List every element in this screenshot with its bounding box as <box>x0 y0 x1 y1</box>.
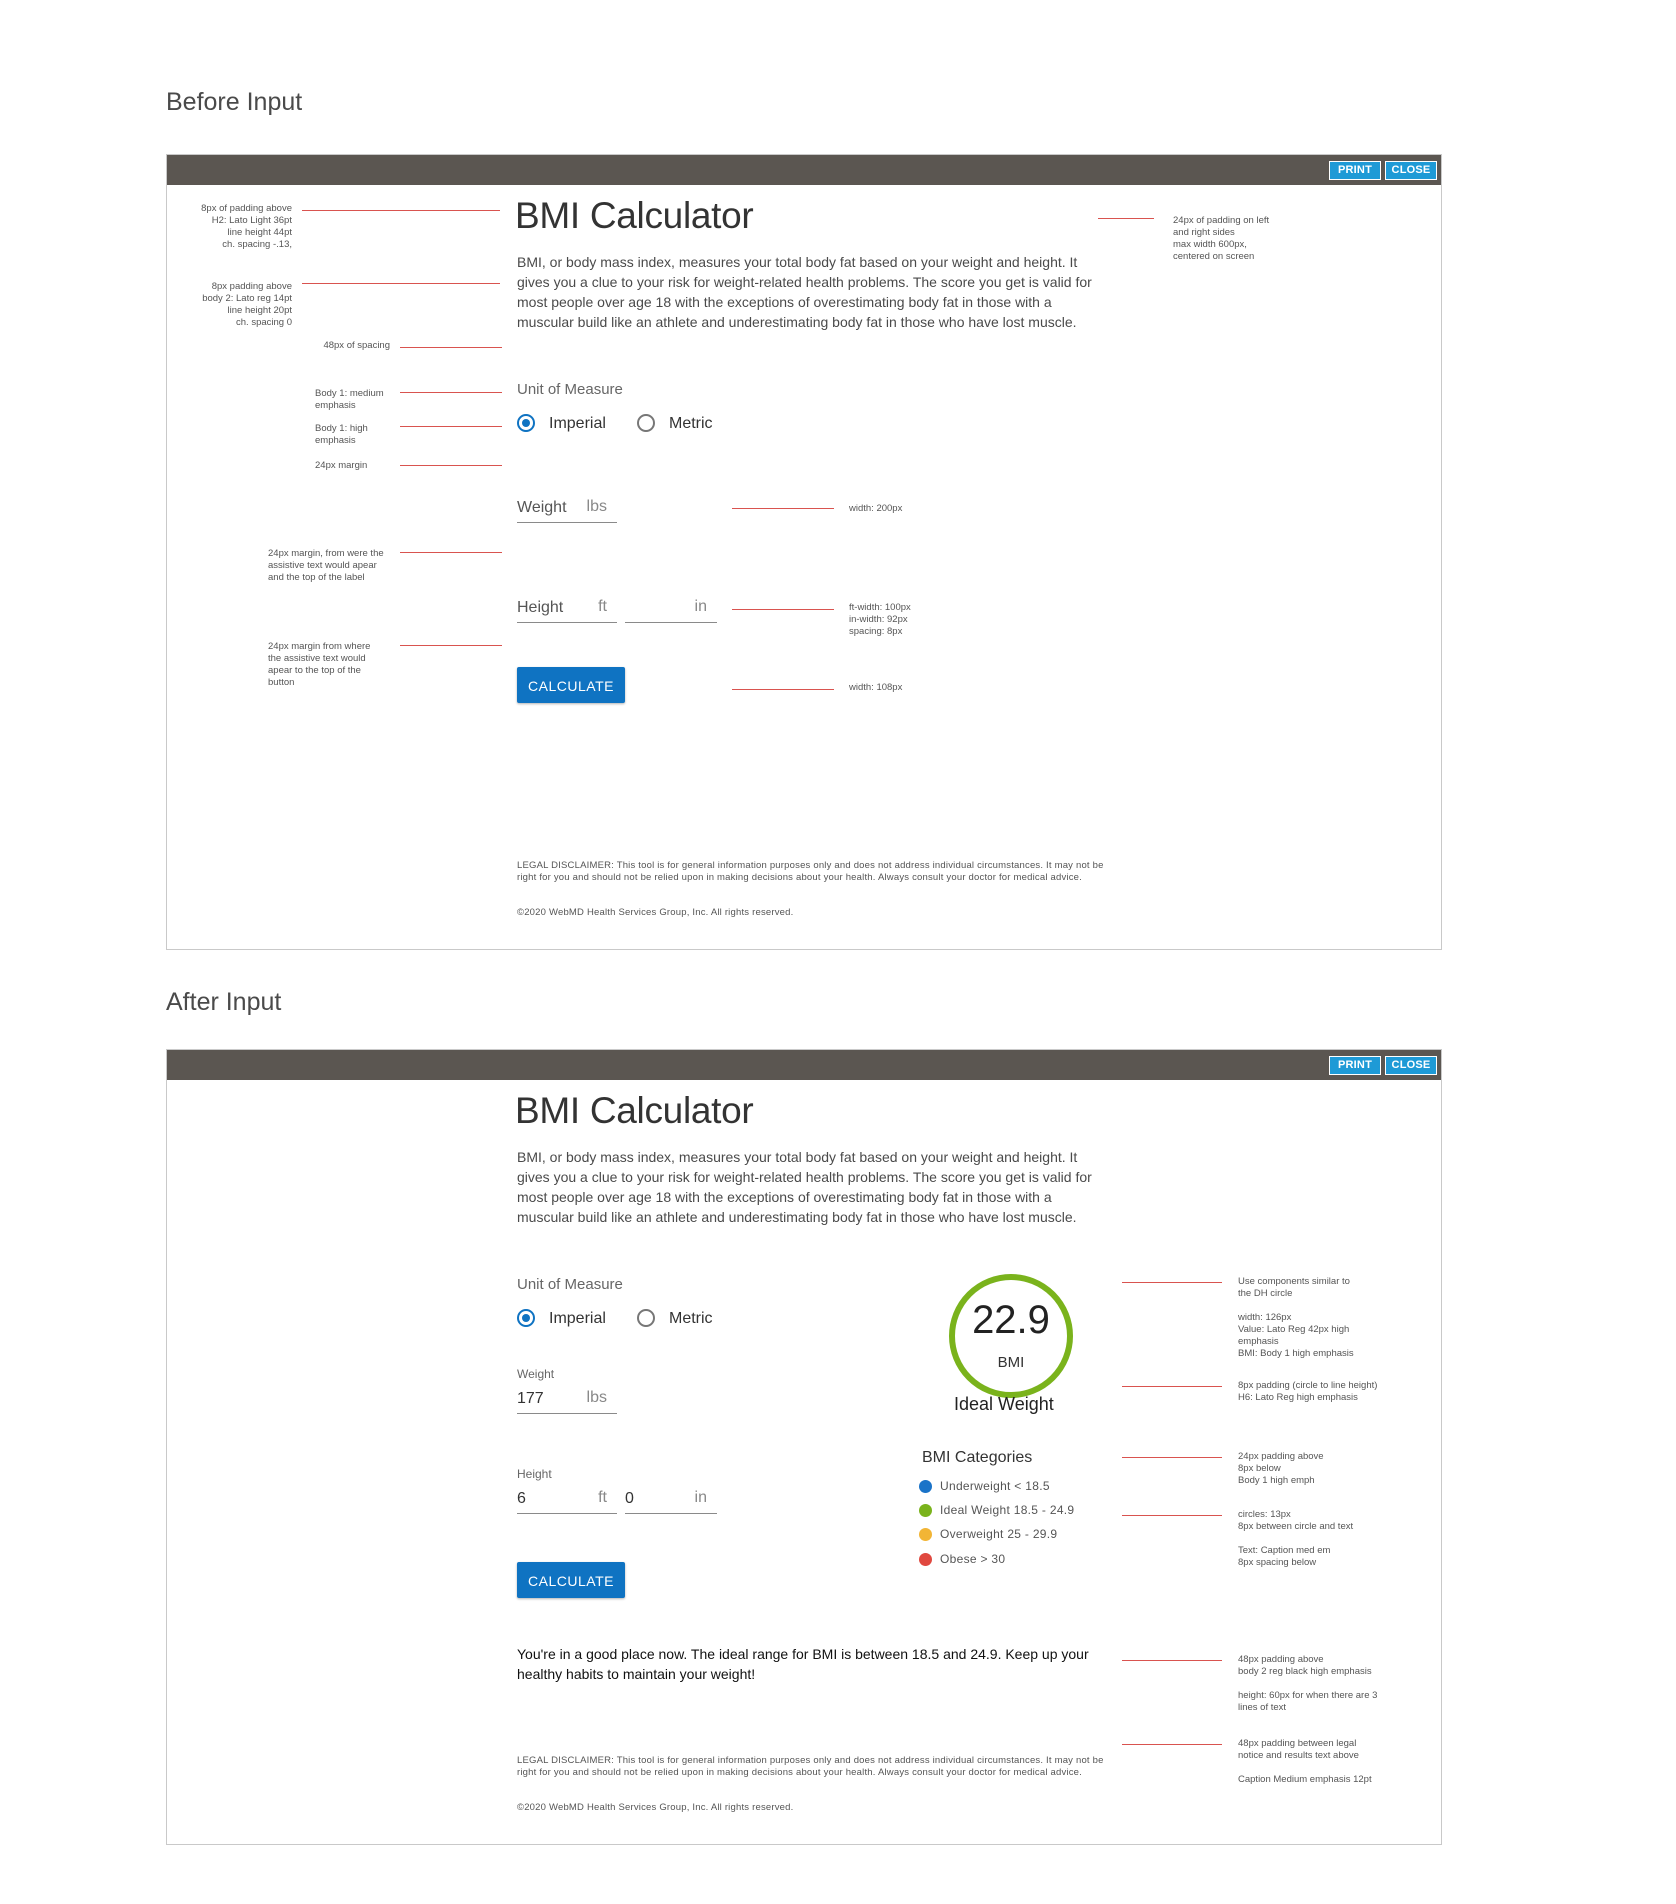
note-body-spec: 8px padding above body 2: Lato reg 14pt line height 20pt ch. spacing 0 <box>202 281 292 328</box>
annotation-line <box>400 426 502 427</box>
metric-label: Metric <box>669 415 713 432</box>
annotation-line <box>1122 1660 1222 1661</box>
unit-of-measure-label: Unit of Measure <box>517 381 623 398</box>
bmi-value: 22.9 <box>972 1298 1050 1342</box>
note-width-200: width: 200px <box>849 503 903 514</box>
metric-label: Metric <box>669 1310 713 1327</box>
note-margin-24: 24px margin <box>315 460 368 471</box>
print-button[interactable]: PRINT <box>1329 1056 1381 1075</box>
weight-label: Weight <box>517 499 567 516</box>
copyright: ©2020 WebMD Health Services Group, Inc. All rights reserved. <box>517 1802 794 1813</box>
annotation-line <box>1122 1282 1222 1283</box>
annotation-line <box>302 283 500 284</box>
annotation-line <box>302 210 500 211</box>
category-dot <box>919 1528 932 1541</box>
annotation-line <box>400 392 502 393</box>
radio-selected-icon <box>517 1309 535 1327</box>
bmi-categories-title: BMI Categories <box>922 1449 1033 1466</box>
imperial-label: Imperial <box>549 415 606 432</box>
close-button[interactable]: CLOSE <box>1385 1056 1437 1075</box>
annotation-line <box>400 465 502 466</box>
note-width-108: width: 108px <box>849 682 903 693</box>
page-title: BMI Calculator <box>515 195 754 236</box>
radio-unselected-icon <box>637 414 655 432</box>
annotation-line <box>1122 1515 1222 1516</box>
note-spacing-48: 48px of spacing <box>323 340 390 351</box>
weight-input[interactable] <box>517 495 617 523</box>
after-calculator-frame <box>166 1049 1442 1845</box>
radio-unselected-icon <box>637 1309 655 1327</box>
weight-unit: lbs <box>586 1389 607 1406</box>
top-bar <box>167 1050 1441 1080</box>
weight-input[interactable] <box>517 1386 617 1414</box>
annotation-line <box>1098 218 1154 219</box>
result-message: You're in a good place now. The ideal range for BMI is between 18.5 and 24.9. Keep up your healthy habits to maintain your weight! <box>517 1646 1089 1682</box>
height-label: Height <box>517 1467 552 1481</box>
close-button[interactable]: CLOSE <box>1385 161 1437 180</box>
imperial-label: Imperial <box>549 1310 606 1327</box>
category-dot <box>919 1480 932 1493</box>
category-label: Ideal Weight 18.5 - 24.9 <box>940 1503 1075 1517</box>
after-input-heading: After Input <box>166 988 282 1016</box>
note-body1-high: Body 1: high emphasis <box>315 423 368 446</box>
note-height-widths: ft-width: 100px in-width: 92px spacing: 8px <box>849 602 911 637</box>
category-label: Overweight 25 - 29.9 <box>940 1527 1058 1541</box>
category-dot <box>919 1553 932 1566</box>
height-ft-input[interactable] <box>517 1486 617 1514</box>
bmi-label: BMI <box>997 1354 1025 1371</box>
annotation-line <box>732 508 834 509</box>
intro-text: BMI, or body mass index, measures your total body fat based on your weight and height. It gives you a clue to your risk for weight-related health problems. The score you get is valid for most people over age 18 with the exceptions of overestimating body fat in those with a muscular build like an athlete and underestimating body fat in those who have lost muscle. <box>517 254 1092 330</box>
note-h2-spec: 8px of padding above H2: Lato Light 36pt line height 44pt ch. spacing -.13, <box>201 203 292 250</box>
note-legal-spec: 48px padding between legal notice and results text above Caption Medium emphasis 12pt <box>1238 1738 1372 1785</box>
weight-value: 177 <box>517 1390 544 1407</box>
height-in-input[interactable] <box>625 1486 717 1514</box>
note-result-spec: 48px padding above body 2 reg black high emphasis height: 60px for when there are 3 lines of text <box>1238 1654 1378 1713</box>
bmi-result-circle <box>949 1274 1073 1398</box>
annotation-line <box>1122 1386 1222 1387</box>
in-unit: in <box>694 1489 707 1506</box>
calculate-button[interactable]: CALCULATE <box>517 667 625 703</box>
note-margin-24-label: 24px margin, from were the assistive text would apear and the top of the label <box>268 548 384 583</box>
note-dh-circle: Use components similar to the DH circle width: 126px Value: Lato Reg 42px high emphasis BMI: Body 1 high emphasis <box>1238 1276 1354 1359</box>
annotation-line <box>1122 1744 1222 1745</box>
page-title: BMI Calculator <box>515 1090 754 1131</box>
before-input-heading: Before Input <box>166 88 303 116</box>
weight-label: Weight <box>517 1367 555 1381</box>
print-button[interactable]: PRINT <box>1329 161 1381 180</box>
top-bar <box>167 155 1441 185</box>
ft-unit: ft <box>598 598 607 615</box>
height-in-input[interactable] <box>625 595 717 623</box>
height-ft-input[interactable] <box>517 595 617 623</box>
ft-unit: ft <box>598 1489 607 1506</box>
note-body1-medium: Body 1: medium emphasis <box>315 388 384 411</box>
note-circle-padding: 8px padding (circle to line height) H6: Lato Reg high emphasis <box>1238 1380 1378 1403</box>
legal-disclaimer: LEGAL DISCLAIMER: This tool is for general information purposes only and does not address individual circumstances. It may not be right for you and should not be relied upon in making decisions about your health. Always consult your doctor for medical advice. <box>517 1755 1104 1778</box>
category-dot <box>919 1504 932 1517</box>
note-circles-spec: circles: 13px 8px between circle and text Text: Caption med em 8px spacing below <box>1238 1509 1354 1568</box>
annotation-line <box>400 645 502 646</box>
category-label: Obese > 30 <box>940 1552 1006 1566</box>
calculate-button[interactable]: CALCULATE <box>517 1562 625 1598</box>
copyright: ©2020 WebMD Health Services Group, Inc. All rights reserved. <box>517 907 794 918</box>
weight-unit: lbs <box>586 498 607 515</box>
annotation-line <box>732 609 834 610</box>
note-padding-sides: 24px of padding on left and right sides max width 600px, centered on screen <box>1173 215 1270 262</box>
category-label: Underweight < 18.5 <box>940 1479 1050 1493</box>
annotation-line <box>732 689 834 690</box>
bmi-status: Ideal Weight <box>954 1394 1054 1414</box>
unit-of-measure-label: Unit of Measure <box>517 1276 623 1293</box>
intro-text: BMI, or body mass index, measures your total body fat based on your weight and height. It gives you a clue to your risk for weight-related health problems. The score you get is valid for most people over age 18 with the exceptions of overestimating body fat in those with a muscular build like an athlete and underestimating body fat in those who have lost muscle. <box>517 1149 1092 1225</box>
annotation-line <box>400 347 502 348</box>
height-ft-value: 6 <box>517 1490 526 1507</box>
height-label: Height <box>517 599 564 616</box>
in-unit: in <box>694 598 707 615</box>
height-in-value: 0 <box>625 1490 634 1507</box>
annotation-line <box>400 552 502 553</box>
radio-selected-icon <box>517 414 535 432</box>
note-cat-padding: 24px padding above 8px below Body 1 high emph <box>1238 1451 1324 1486</box>
annotation-line <box>1122 1457 1222 1458</box>
legal-disclaimer: LEGAL DISCLAIMER: This tool is for general information purposes only and does not address individual circumstances. It may not be right for you and should not be relied upon in making decisions about your health. Always consult your doctor for medical advice. <box>517 860 1104 883</box>
note-margin-24-button: 24px margin from where the assistive text would apear to the top of the button <box>268 641 371 688</box>
